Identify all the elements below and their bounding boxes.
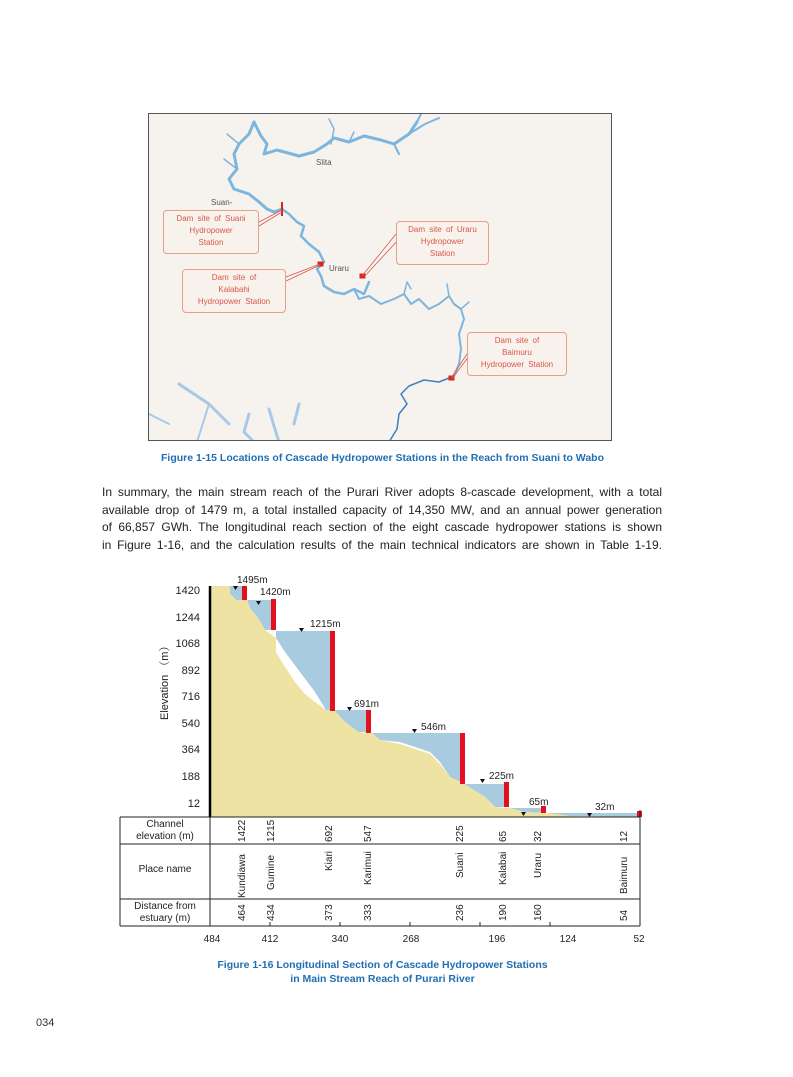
row-header-place-name: Place name <box>138 864 192 875</box>
x-tick: 52 <box>633 934 645 945</box>
channel-elevation-value: 32 <box>533 830 544 842</box>
map-label-uraru: Uraru <box>329 264 350 273</box>
callout-uraru: Dam site of Uraru Hydropower Station <box>396 221 489 265</box>
x-tick: 412 <box>261 934 279 945</box>
map-label-slita: Slita <box>316 158 332 167</box>
figure-16-caption: Figure 1-16 Longitudinal Section of Cascade Hydropower Stations in Main Stream Reach of Purari River <box>217 959 548 985</box>
row-header-distance: Distance from estuary (m) <box>134 901 196 924</box>
x-tick: 340 <box>331 934 349 945</box>
distance-value: 190 <box>498 904 509 921</box>
pool-level-label: 1495m <box>237 575 268 586</box>
x-tick: 124 <box>559 934 577 945</box>
longitudinal-section-chart <box>100 572 660 952</box>
y-tick: 892 <box>181 665 200 677</box>
figure-15-caption: Figure 1-15 Locations of Cascade Hydropower Stations in the Reach from Suani to Wabo <box>160 452 604 464</box>
channel-elevation-value: 1422 <box>237 819 248 842</box>
y-axis-label: Elevation （m） <box>159 640 171 720</box>
callout-kalabahi: Dam site of Kalabahi Hydropower Station <box>182 269 286 313</box>
river-map <box>148 113 612 441</box>
pool-level-label: 32m <box>595 802 615 813</box>
y-tick: 540 <box>181 718 200 730</box>
callout-baimuru: Dam site of Baimuru Hydropower Station <box>467 332 567 376</box>
x-tick: 484 <box>203 934 221 945</box>
pool-level-label: 546m <box>421 722 447 733</box>
place-name: Suani <box>455 852 466 878</box>
distance-value: 160 <box>533 904 544 921</box>
channel-elevation-value: 225 <box>455 825 466 842</box>
place-name: Kiari <box>324 850 335 871</box>
place-name: Kundiawa <box>237 854 248 898</box>
channel-elevation-value: 65 <box>498 830 509 842</box>
place-name: Kalabai <box>498 851 509 885</box>
channel-elevation-value: 692 <box>324 825 335 842</box>
place-name: Baimuru <box>619 856 630 894</box>
distance-value: 464 <box>237 904 248 921</box>
pool-level-label: 65m <box>529 797 549 808</box>
pool-level-label: 225m <box>489 771 515 782</box>
channel-elevation-value: 547 <box>363 825 374 842</box>
y-tick: 1068 <box>175 638 200 650</box>
x-tick: 268 <box>402 934 420 945</box>
summary-paragraph: In summary, the main stream reach of the Purari River adopts 8-cascade development, with a total available drop of 1479 m, a total installed capacity of 14,350 MW, and an annual power generation of 66,857 GWh. The longitudinal reach section of the eight cascade hydropower stations is shown in Figure 1-16, and the calculation results of the main technical indicators are shown in Table 1-19. <box>102 485 662 552</box>
pool-level-label: 1420m <box>260 587 291 598</box>
y-tick: 188 <box>181 771 200 783</box>
distance-value: 236 <box>455 904 466 921</box>
distance-value: 333 <box>363 904 374 921</box>
chart-plot-svg <box>100 572 660 952</box>
y-tick: 1244 <box>175 612 200 624</box>
callout-suani: Dam site of Suani Hydropower Station <box>163 210 259 254</box>
distance-value: 373 <box>324 904 335 921</box>
y-tick: 716 <box>181 691 200 703</box>
row-header-channel-elevation: Channel elevation (m) <box>136 819 194 842</box>
pool-level-label: 1215m <box>310 619 341 630</box>
y-tick: 12 <box>187 798 200 810</box>
map-label-suani: Suan- <box>211 198 233 207</box>
place-name: Uraru <box>533 852 544 878</box>
place-name: Karimui <box>363 851 374 885</box>
y-tick: 364 <box>181 744 200 756</box>
channel-elevation-value: 1215 <box>266 819 277 842</box>
y-tick: 1420 <box>175 585 200 597</box>
place-name: Gumine <box>266 854 277 890</box>
pool-level-label: 691m <box>354 699 380 710</box>
distance-value: 54 <box>619 909 630 921</box>
x-tick: 196 <box>488 934 506 945</box>
channel-elevation-value: 12 <box>619 830 630 842</box>
page-number: 034 <box>36 1017 55 1029</box>
distance-value: 434 <box>266 904 277 921</box>
